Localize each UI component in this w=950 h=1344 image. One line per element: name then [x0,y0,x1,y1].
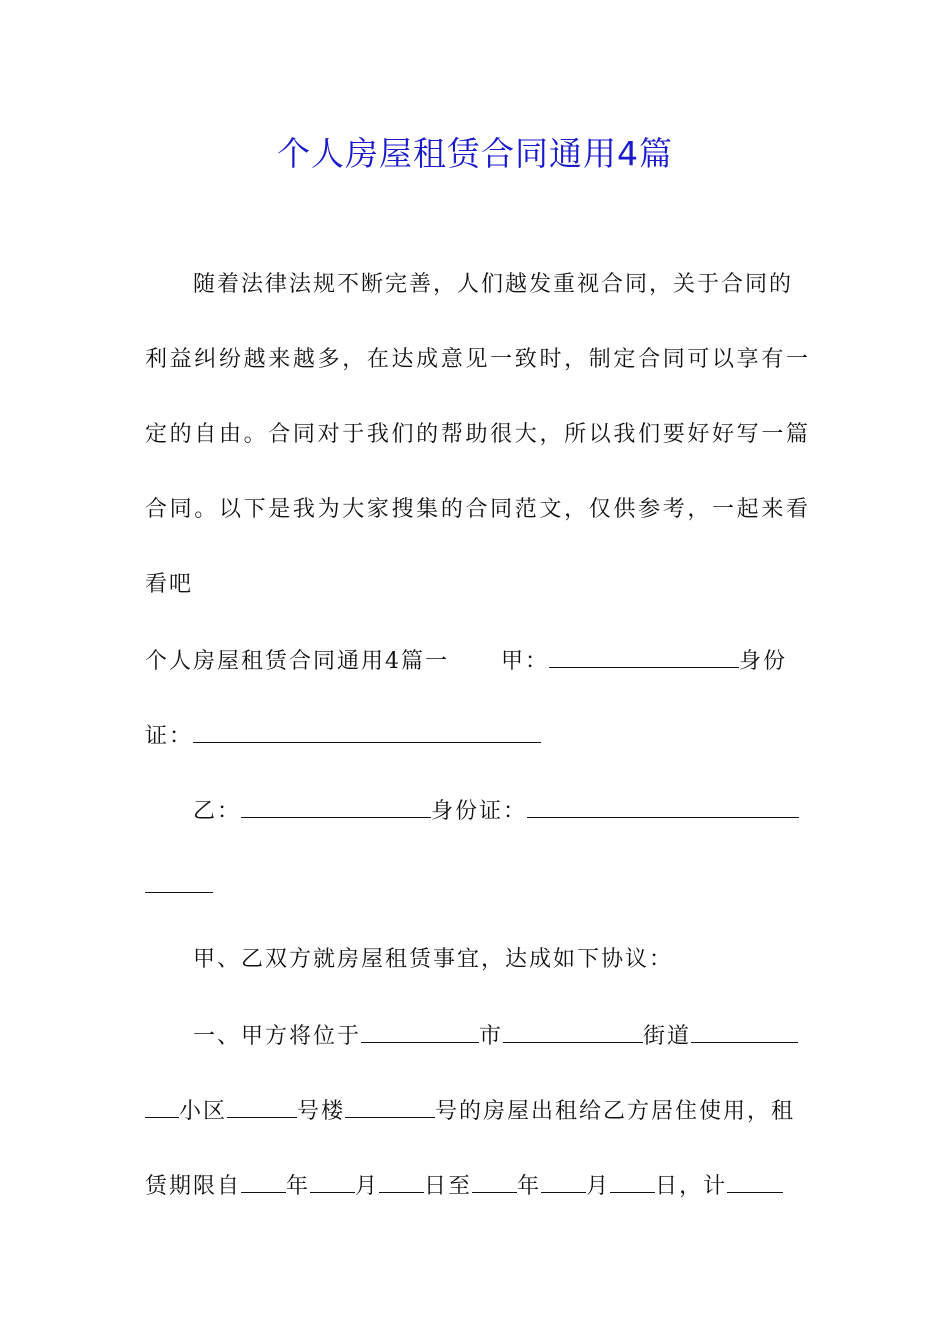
day-to-label: 日至 [424,1174,473,1199]
party-b-id-label: 身份证： [431,799,528,824]
community-label: 小区 [179,1099,228,1124]
party-a-id-label-cont: 证： [145,724,194,749]
party-b-label: 乙： [193,799,242,824]
party-a-line [145,645,810,677]
start-day-blank[interactable] [379,1170,424,1193]
document-title: 个人房屋租赁合同通用4篇 [277,134,673,173]
clause-1-line-1 [145,1020,810,1052]
room-blank[interactable] [345,1095,435,1118]
party-b-id-line-cont [145,870,810,902]
party-b-id-blank[interactable] [527,795,799,818]
building-label: 号楼 [297,1099,346,1124]
end-month-blank[interactable] [541,1170,586,1193]
community-blank[interactable] [691,1020,798,1043]
party-a-id-blank[interactable] [193,720,541,743]
clause-1-text: 一、甲方将位于 [193,1024,362,1049]
party-a-id-label: 身份 [739,649,788,674]
start-month-blank[interactable] [310,1170,355,1193]
year-label-2: 年 [517,1174,542,1199]
street-blank[interactable] [503,1020,643,1043]
building-blank[interactable] [227,1095,297,1118]
clause-1-line-2 [145,1095,810,1127]
community-blank-cont[interactable] [145,1095,179,1118]
end-day-blank[interactable] [610,1170,655,1193]
end-year-blank[interactable] [472,1170,517,1193]
section-heading: 个人房屋租赁合同通用4篇一 [145,649,449,674]
city-label: 市 [479,1024,504,1049]
month-label: 月 [355,1174,380,1199]
intro-line-4: 合同。以下是我为大家搜集的合同范文，仅供参考，一起来看 [145,497,810,522]
party-b-id-blank-cont[interactable] [145,870,213,893]
clause-1-rest: 号的房屋出租给乙方居住使用，租 [435,1099,796,1124]
party-a-label: 甲： [501,649,550,674]
start-year-blank[interactable] [241,1170,286,1193]
intro-line-1: 随着法律法规不断完善，人们越发重视合同，关于合同的 [193,272,794,297]
party-b-name-blank[interactable] [241,795,431,818]
city-blank[interactable] [361,1020,479,1043]
term-label: 赁期限自 [145,1174,242,1199]
agreement-intro: 甲、乙双方就房屋租赁事宜，达成如下协议： [193,947,674,972]
party-b-line [145,795,810,827]
month-label-2: 月 [586,1174,611,1199]
clause-1-line-3 [145,1170,810,1202]
intro-line-5: 看吧 [145,572,194,597]
year-label: 年 [286,1174,311,1199]
intro-line-2: 利益纠纷越来越多，在达成意见一致时，制定合同可以享有一 [145,347,810,372]
party-a-id-line [145,720,810,752]
total-duration-blank[interactable] [727,1170,783,1193]
party-a-name-blank[interactable] [549,645,739,668]
intro-line-3: 定的自由。合同对于我们的帮助很大，所以我们要好好写一篇 [145,422,810,447]
street-label: 街道 [643,1024,692,1049]
day-total-label: 日，计 [655,1174,728,1199]
